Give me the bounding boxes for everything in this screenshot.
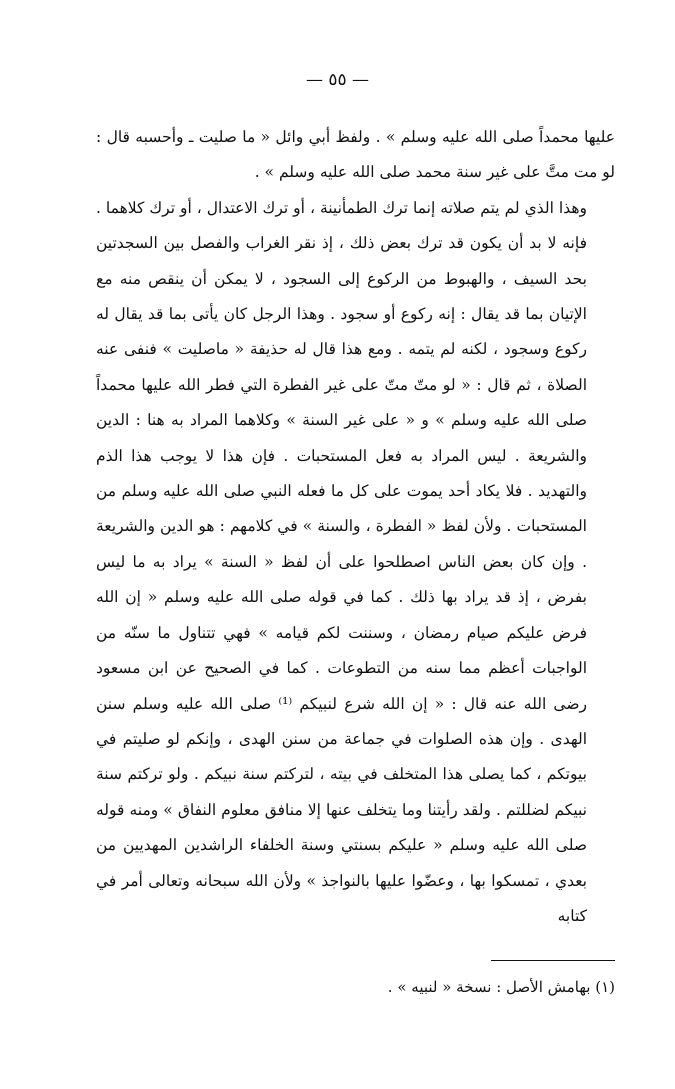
paragraph-1: عليها محمداً صلى الله عليه وسلم » . ولفظ أبي وائل « ما صليت ـ وأحسبه قال : لو مت متَّ على غير سنة محمد صلى الله عليه وسلم » . [96, 128, 615, 182]
page-number: — ٥٥ — [305, 70, 370, 90]
paragraph-2: وهذا الذي لم يتم صلاته إنما ترك الطمأنينة ، أو ترك الاعتدال ، أو ترك كلاهما . فإنه لا بد أن يكون قد ترك بعض ذلك ، إذ نقر الغراب والفصل بين السجدتين بحد السيف ، والهبوط من الركوع إلى السجود ، لا يمكن أن ينقص منه مع الإتيان بما قد يقال : إنه ركوع أو سجود . وهذا الرجل كان يأتى بما قد يقال له ركوع وسجود ، لكنه لم يتمه . ومع هذا قال له حذيفة « ماصليت » فنفى عنه الصلاة ، ثم قال : « لو متّ متّ على غير الفطرة التي فطر الله عليها محمداً صلى الله عليه وسلم » و « على غير السنة » وكلاهما المراد به هنا : الدين والشريعة . ليس المراد به فعل المستحبات . فإن هذا لا يوجب هذا الذم والتهديد . فلا يكاد أحد يموت على كل ما فعله النبي صلى الله عليه وسلم من المستحبات . ولأن لفظ « الفطرة ، والسنة » في كلامهم : هو الدين والشريعة . وإن كان بعض الناس اصطلحوا على أن لفظ « السنة » يراد به ما ليس بفرض ، إذ قد يراد بها ذلك . كما في قوله صلى الله عليه وسلم « إن الله فرض عليكم صيام رمضان ، وسننت لكم قيامه » فهي تتناول ما سنّه من الواجبات أعظم مما سنه من التطوعات . كما في الصحيح عن ابن مسعود رضى الله عنه قال : « إن الله شرع لنبيكم ⁽¹⁾ صلى الله عليه وسلم سنن الهدى . وإن هذه الصلوات في جماعة من سنن الهدى ، وإنكم لو صليتم في بيوتكم ، كما يصلى هذا المتخلف في بيته ، لتركتم سنة نبيكم . ولو تركتم سنة نبيكم لضللتم . ولقد رأيتنا وما يتخلف عنها إلا منافق معلوم النفاق » ومنه قوله صلى الله عليه وسلم « عليكم بسنتي وسنة الخلفاء الراشدين المهديين من بعدي ، تمسكوا بها ، وعضّوا عليها بالنواجذ » ولأن الله سبحانه وتعالى أمر في كتابه [96, 198, 587, 925]
main-text [96, 120, 615, 934]
footnote: (١) بهامش الأصل : نسخة « لنبيه » . [387, 978, 615, 996]
footnote-divider [491, 960, 615, 961]
